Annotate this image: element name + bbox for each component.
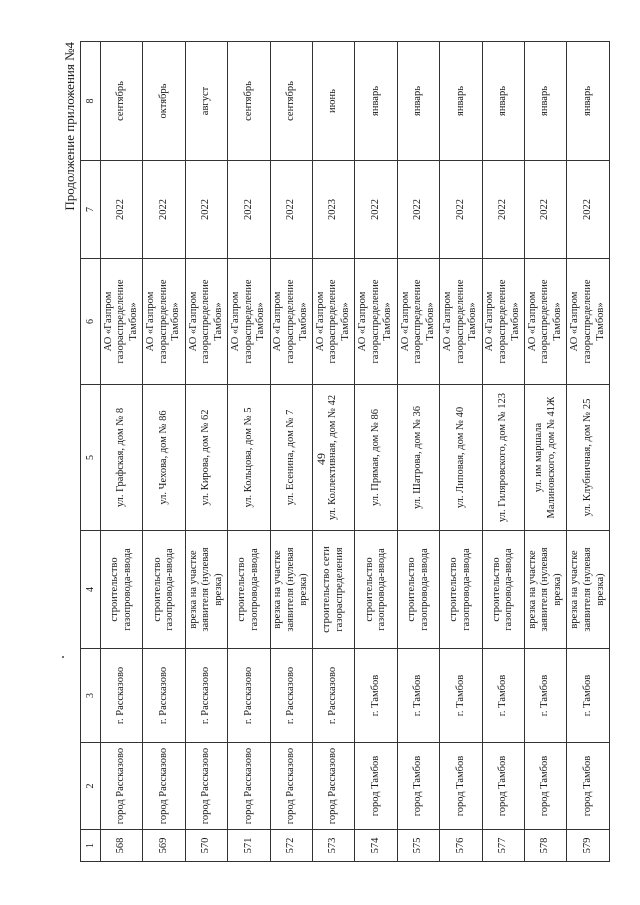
cell-address: ул. Клубничная, дом № 25: [567, 385, 610, 531]
cell-municipality: город Рассказово: [143, 743, 185, 830]
cell-row-number: 578: [525, 830, 567, 862]
cell-municipality: город Тамбов: [355, 743, 397, 830]
cell-row-number: 572: [270, 830, 312, 862]
table-row: [270, 42, 312, 862]
table-row: [482, 42, 524, 862]
column-header: 6: [81, 259, 101, 385]
cell-settlement: г. Тамбов: [440, 649, 482, 743]
cell-contractor: АО «Газпром газораспределение Тамбов»: [270, 259, 312, 385]
cell-municipality: город Рассказово: [101, 743, 143, 830]
cell-month: октябрь: [143, 42, 185, 161]
cell-municipality: город Тамбов: [525, 743, 567, 830]
column-header: 3: [81, 649, 101, 743]
cell-month: январь: [355, 42, 397, 161]
cell-work-type: строительство газопровода-ввода: [397, 531, 439, 649]
cell-month: сентябрь: [228, 42, 270, 161]
cell-month: сентябрь: [101, 42, 143, 161]
column-header: 8: [81, 42, 101, 161]
cell-year: 2022: [143, 161, 185, 259]
column-header: 7: [81, 161, 101, 259]
cell-municipality: город Рассказово: [270, 743, 312, 830]
table-row: [228, 42, 270, 862]
cell-work-type: врезка на участке заявителя (нулевая врезка): [525, 531, 567, 649]
cell-municipality: город Тамбов: [440, 743, 482, 830]
cell-address: ул. Прямая, дом № 86: [355, 385, 397, 531]
cell-month: январь: [440, 42, 482, 161]
cell-address: ул. Липовая, дом № 40: [440, 385, 482, 531]
cell-month: август: [185, 42, 227, 161]
cell-row-number: 577: [482, 830, 524, 862]
column-header: 2: [81, 743, 101, 830]
cell-settlement: г. Тамбов: [482, 649, 524, 743]
cell-row-number: 568: [101, 830, 143, 862]
table-row: [355, 42, 397, 862]
cell-contractor: АО «Газпром газораспределение Тамбов»: [228, 259, 270, 385]
cell-work-type: строительство газопровода-ввода: [101, 531, 143, 649]
cell-work-type: строительство газопровода-ввода: [228, 531, 270, 649]
cell-year: 2022: [482, 161, 524, 259]
column-header: 1: [81, 830, 101, 862]
cell-month: январь: [397, 42, 439, 161]
cell-contractor: АО «Газпром газораспределение Тамбов»: [355, 259, 397, 385]
cell-work-type: врезка на участке заявителя (нулевая врезка): [185, 531, 227, 649]
cell-row-number: 575: [397, 830, 439, 862]
cell-row-number: 571: [228, 830, 270, 862]
cell-month: июнь: [313, 42, 355, 161]
cell-work-type: строительство газопровода-ввода: [355, 531, 397, 649]
cell-contractor: АО «Газпром газораспределение Тамбов»: [440, 259, 482, 385]
cell-settlement: г. Рассказово: [143, 649, 185, 743]
data-table: [80, 41, 610, 862]
cell-contractor: АО «Газпром газораспределение Тамбов»: [313, 259, 355, 385]
cell-year: 2022: [228, 161, 270, 259]
cell-settlement: г. Рассказово: [228, 649, 270, 743]
table-row: [397, 42, 439, 862]
cell-year: 2022: [525, 161, 567, 259]
cell-municipality: город Рассказово: [228, 743, 270, 830]
cell-year: 2022: [567, 161, 610, 259]
cell-settlement: г. Рассказово: [313, 649, 355, 743]
cell-month: январь: [525, 42, 567, 161]
cell-municipality: город Рассказово: [185, 743, 227, 830]
cell-month: январь: [567, 42, 610, 161]
cell-municipality: город Тамбов: [482, 743, 524, 830]
cell-municipality: город Тамбов: [567, 743, 610, 830]
cell-contractor: АО «Газпром газораспределение Тамбов»: [525, 259, 567, 385]
cell-row-number: 574: [355, 830, 397, 862]
cell-settlement: г. Тамбов: [397, 649, 439, 743]
page-number: 49: [314, 453, 328, 465]
cell-address: ул. Коллективная, дом № 42: [313, 385, 355, 531]
cell-contractor: АО «Газпром газораспределение Тамбов»: [101, 259, 143, 385]
cell-work-type: врезка на участке заявителя (нулевая врезка): [567, 531, 610, 649]
column-header: 5: [81, 385, 101, 531]
cell-address: ул. им маршала Малиновского, дом № 41Ж: [525, 385, 567, 531]
cell-address: ул. Чехова, дом № 86: [143, 385, 185, 531]
cell-municipality: город Тамбов: [397, 743, 439, 830]
cell-row-number: 570: [185, 830, 227, 862]
cell-address: ул. Гиляровского, дом № 123: [482, 385, 524, 531]
cell-address: ул. Кирова, дом № 62: [185, 385, 227, 531]
cell-settlement: г. Тамбов: [567, 649, 610, 743]
speck: [62, 656, 64, 658]
table-row: [440, 42, 482, 862]
table-row: [101, 42, 143, 862]
cell-month: январь: [482, 42, 524, 161]
column-header: 4: [81, 531, 101, 649]
cell-year: 2022: [397, 161, 439, 259]
cell-year: 2022: [270, 161, 312, 259]
appendix-caption: Продолжение приложения №4: [62, 42, 77, 211]
cell-year: 2023: [313, 161, 355, 259]
cell-year: 2022: [101, 161, 143, 259]
cell-settlement: г. Тамбов: [525, 649, 567, 743]
cell-row-number: 569: [143, 830, 185, 862]
cell-settlement: г. Рассказово: [185, 649, 227, 743]
cell-row-number: 576: [440, 830, 482, 862]
cell-year: 2022: [185, 161, 227, 259]
cell-month: сентябрь: [270, 42, 312, 161]
table-row: [143, 42, 185, 862]
cell-work-type: строительство газопровода-ввода: [482, 531, 524, 649]
cell-work-type: строительство газопровода-ввода: [143, 531, 185, 649]
cell-work-type: строительство сети газораспределения: [313, 531, 355, 649]
cell-address: ул. Графская, дом № 8: [101, 385, 143, 531]
header-row: [81, 42, 101, 862]
cell-row-number: 573: [313, 830, 355, 862]
cell-municipality: город Рассказово: [313, 743, 355, 830]
cell-contractor: АО «Газпром газораспределение Тамбов»: [185, 259, 227, 385]
cell-address: ул. Кольцова, дом № 5: [228, 385, 270, 531]
cell-address: ул. Есенина, дом № 7: [270, 385, 312, 531]
cell-settlement: г. Тамбов: [355, 649, 397, 743]
cell-settlement: г. Рассказово: [101, 649, 143, 743]
table-row: [525, 42, 567, 862]
table-row: [185, 42, 227, 862]
rotated-page: [62, 42, 610, 862]
table-row: [313, 42, 355, 862]
cell-settlement: г. Рассказово: [270, 649, 312, 743]
cell-row-number: 579: [567, 830, 610, 862]
cell-contractor: АО «Газпром газораспределение Тамбов»: [143, 259, 185, 385]
cell-year: 2022: [355, 161, 397, 259]
cell-work-type: врезка на участке заявителя (нулевая врезка): [270, 531, 312, 649]
cell-work-type: строительство газопровода-ввода: [440, 531, 482, 649]
cell-contractor: АО «Газпром газораспределение Тамбов»: [482, 259, 524, 385]
cell-address: ул. Шатрова, дом № 36: [397, 385, 439, 531]
table-row: [567, 42, 610, 862]
cell-contractor: АО «Газпром газораспределение Тамбов»: [397, 259, 439, 385]
cell-year: 2022: [440, 161, 482, 259]
cell-contractor: АО «Газпром газораспределение Тамбов»: [567, 259, 610, 385]
